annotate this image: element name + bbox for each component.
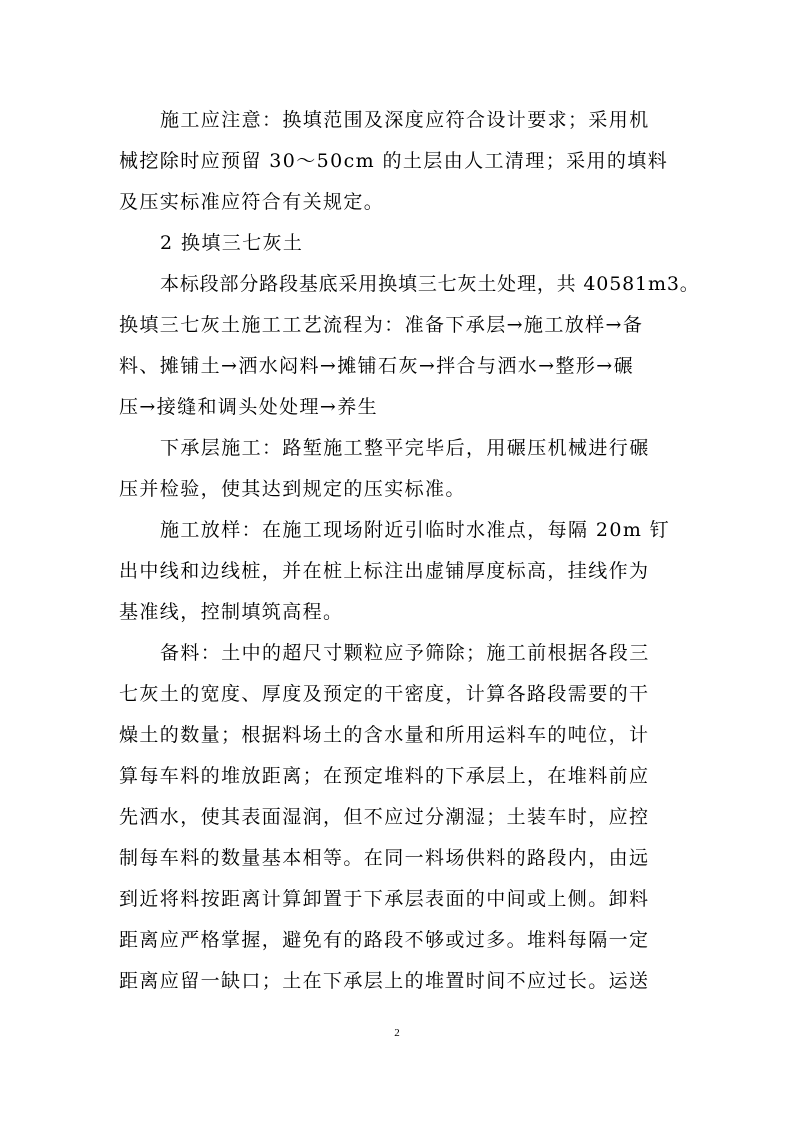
text-line: 施工应注意：换填范围及深度应符合设计要求；采用机 [160, 109, 650, 131]
text-line: 下承层施工：路堑施工整平完毕后，用碾压机械进行碾 [160, 437, 650, 459]
text-line: 换填三七灰土施工工艺流程为：准备下承层→施工放样→备 [119, 314, 644, 336]
section-heading: 2 换填三七灰土 [160, 232, 304, 254]
text-line: 基准线，控制填筑高程。 [119, 601, 344, 623]
text-line: 料、摊铺土→洒水闷料→摊铺石灰→拌合与洒水→整形→碾 [119, 355, 635, 377]
text-line: 施工放样：在施工现场附近引临时水准点，每隔 20m 钉 [160, 519, 671, 541]
text-line: 七灰土的宽度、厚度及预定的干密度，计算各路段需要的干 [119, 683, 650, 705]
text-line: 备料：土中的超尺寸颗粒应予筛除；施工前根据各段三 [160, 642, 650, 664]
text-line: 到近将料按距离计算卸置于下承层表面的中间或上侧。卸料 [119, 888, 650, 910]
page-number: 2 [394, 1027, 400, 1039]
text-line: 燥土的数量；根据料场土的含水量和所用运料车的吨位，计 [119, 724, 650, 746]
text-line: 距离应留一缺口；土在下承层上的堆置时间不应过长。运送 [119, 970, 650, 992]
text-line: 压→接缝和调头处处理→养生 [119, 396, 379, 418]
text-line: 制每车料的数量基本相等。在同一料场供料的路段内，由远 [119, 847, 650, 869]
text-line: 本标段部分路段基底采用换填三七灰土处理，共 40581m3。 [160, 273, 700, 295]
text-line: 距离应严格掌握，避免有的路段不够或过多。堆料每隔一定 [119, 929, 650, 951]
text-line: 出中线和边线桩，并在桩上标注出虚铺厚度标高，挂线作为 [119, 560, 650, 582]
text-line: 先洒水，使其表面湿润，但不应过分潮湿；土装车时，应控 [119, 806, 650, 828]
text-line: 压并检验，使其达到规定的压实标准。 [119, 478, 466, 500]
text-line: 及压实标准应符合有关规定。 [119, 191, 385, 213]
text-line: 算每车料的堆放距离；在预定堆料的下承层上，在堆料前应 [119, 765, 650, 787]
text-line: 械挖除时应预留 30～50cm 的土层由人工清理；采用的填料 [119, 150, 669, 172]
